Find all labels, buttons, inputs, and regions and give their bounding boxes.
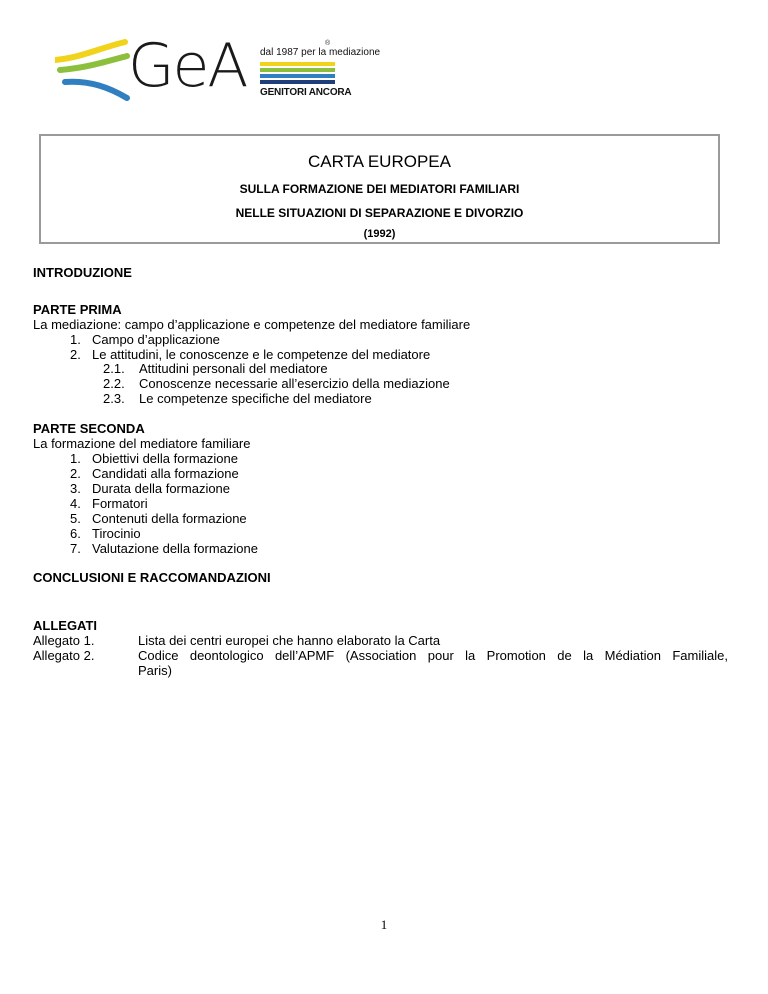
part2-heading: PARTE SECONDA [33, 421, 145, 436]
list-text: Formatori [92, 496, 148, 511]
sublist-number: 2.2. [103, 376, 125, 391]
list-text: Candidati alla formazione [92, 466, 239, 481]
list-text: Durata della formazione [92, 481, 231, 496]
list-number: 1. [70, 332, 81, 347]
list-number: 2. [70, 347, 81, 362]
attachment-text: Codice deontologico dell’APMF (Association pour la Promotion de la Médiation Familiale, [138, 648, 728, 663]
list-item [70, 451, 238, 466]
part1-heading: PARTE PRIMA [33, 302, 122, 317]
list-item [70, 466, 239, 481]
logo-band-green [260, 68, 335, 72]
list-text: Contenuti della formazione [92, 511, 247, 526]
sublist-text: Attitudini personali del mediatore [139, 361, 328, 376]
list-item [70, 541, 258, 556]
document-subtitle-2: NELLE SITUAZIONI DI SEPARAZIONE E DIVORZIO [235, 206, 524, 220]
gea-logo [55, 31, 381, 104]
list-number: 6. [70, 526, 81, 541]
list-number: 2. [70, 466, 81, 481]
sublist-number: 2.1. [103, 361, 125, 376]
list-number: 4. [70, 496, 81, 511]
list-item [70, 496, 148, 511]
sublist-item [103, 391, 372, 406]
list-item [70, 332, 220, 347]
list-item [70, 347, 430, 362]
sublist-text: Conoscenze necessarie all’esercizio della mediazione [139, 376, 450, 391]
attachment-text-continued: Paris) [138, 663, 172, 678]
intro-heading: INTRODUZIONE [33, 265, 132, 280]
attachments-heading: ALLEGATI [33, 618, 98, 633]
page-number: 1 [380, 917, 388, 932]
list-item [70, 481, 230, 496]
document-year: (1992) [363, 228, 396, 240]
part2-description: La formazione del mediatore familiare [33, 436, 251, 451]
registered-mark: ® [325, 40, 331, 47]
sublist-item [103, 361, 328, 376]
logo-wordmark: GeA [128, 31, 247, 101]
list-item [70, 526, 141, 541]
document-subtitle-1: SULLA FORMAZIONE DEI MEDIATORI FAMILIARI [239, 182, 520, 196]
sublist-text: Le competenze specifiche del mediatore [139, 391, 372, 406]
attachment-label: Allegato 1. [33, 633, 95, 648]
sublist-item [103, 376, 450, 391]
logo-band-blue [260, 74, 335, 78]
attachment-text: Lista dei centri europei che hanno elaborato la Carta [138, 633, 441, 648]
conclusions-heading: CONCLUSIONI E RACCOMANDAZIONI [33, 570, 271, 585]
list-number: 5. [70, 511, 81, 526]
logo-tagline: dal 1987 per la mediazione [260, 47, 381, 58]
list-text: Le attitudini, le conoscenze e le competenze del mediatore [92, 347, 431, 362]
part1-description: La mediazione: campo d’applicazione e competenze del mediatore familiare [33, 317, 471, 332]
document-title: CARTA EUROPEA [308, 152, 451, 171]
list-text: Tirocinio [92, 526, 141, 541]
sublist-number: 2.3. [103, 391, 125, 406]
list-text: Obiettivi della formazione [92, 451, 238, 466]
logo-band-yellow [260, 62, 335, 66]
logo-name: GENITORI ANCORA [260, 87, 352, 98]
list-number: 3. [70, 481, 81, 496]
list-item [70, 511, 247, 526]
list-text: Valutazione della formazione [92, 541, 258, 556]
attachment-label: Allegato 2. [33, 648, 95, 663]
title-box [39, 134, 720, 244]
list-text: Campo d’applicazione [92, 332, 220, 347]
list-number: 7. [70, 541, 81, 556]
logo-band-dark-blue [260, 80, 335, 84]
list-number: 1. [70, 451, 81, 466]
